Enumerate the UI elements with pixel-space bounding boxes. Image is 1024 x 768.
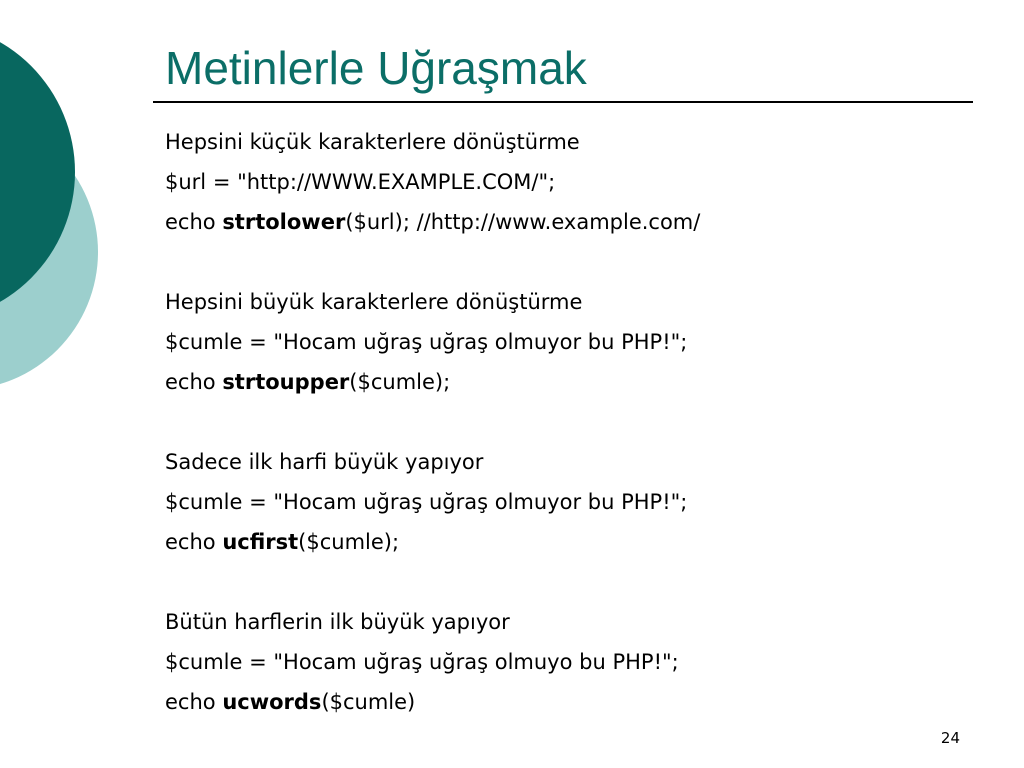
echo-keyword: echo [165,370,223,394]
echo-keyword: echo [165,690,223,714]
section-heading: Hepsini küçük karakterlere dönüştürme [165,130,580,154]
section-ucwords [165,602,985,722]
function-name: ucwords [222,690,322,714]
code-echo [165,682,985,722]
code-echo [165,362,985,402]
echo-arguments: ($url); //http://www.example.com/ [345,210,701,234]
blank-line [165,402,985,442]
decorative-circles [0,0,110,410]
slide-title: Metinlerle Uğraşmak [165,42,587,94]
echo-keyword: echo [165,530,223,554]
code-assignment: $cumle = "Hocam uğraş uğraş olmuyor bu PHP!"; [165,490,688,514]
section-heading: Hepsini büyük karakterlere dönüştürme [165,290,583,314]
code-assignment: $cumle = "Hocam uğraş uğraş olmuyor bu PHP!"; [165,330,688,354]
title-underline [153,101,973,103]
section-strtolower [165,122,985,242]
echo-arguments: ($cumle) [321,690,416,714]
code-echo [165,202,985,242]
blank-line [165,562,985,602]
function-name: strtolower [222,210,346,234]
section-heading: Sadece ilk harfi büyük yapıyor [165,450,484,474]
section-heading: Bütün harflerin ilk büyük yapıyor [165,610,510,634]
echo-arguments: ($cumle); [349,370,451,394]
function-name: ucfirst [222,530,299,554]
slide-body [165,122,985,722]
code-assignment: $url = "http://WWW.EXAMPLE.COM/"; [165,170,556,194]
code-echo [165,522,985,562]
echo-arguments: ($cumle); [298,530,400,554]
echo-keyword: echo [165,210,223,234]
section-ucfirst [165,442,985,562]
blank-line [165,242,985,282]
page-number: 24 [940,729,960,747]
code-assignment: $cumle = "Hocam uğraş uğraş olmuyo bu PHP!"; [165,650,679,674]
function-name: strtoupper [222,370,350,394]
section-strtoupper [165,282,985,402]
